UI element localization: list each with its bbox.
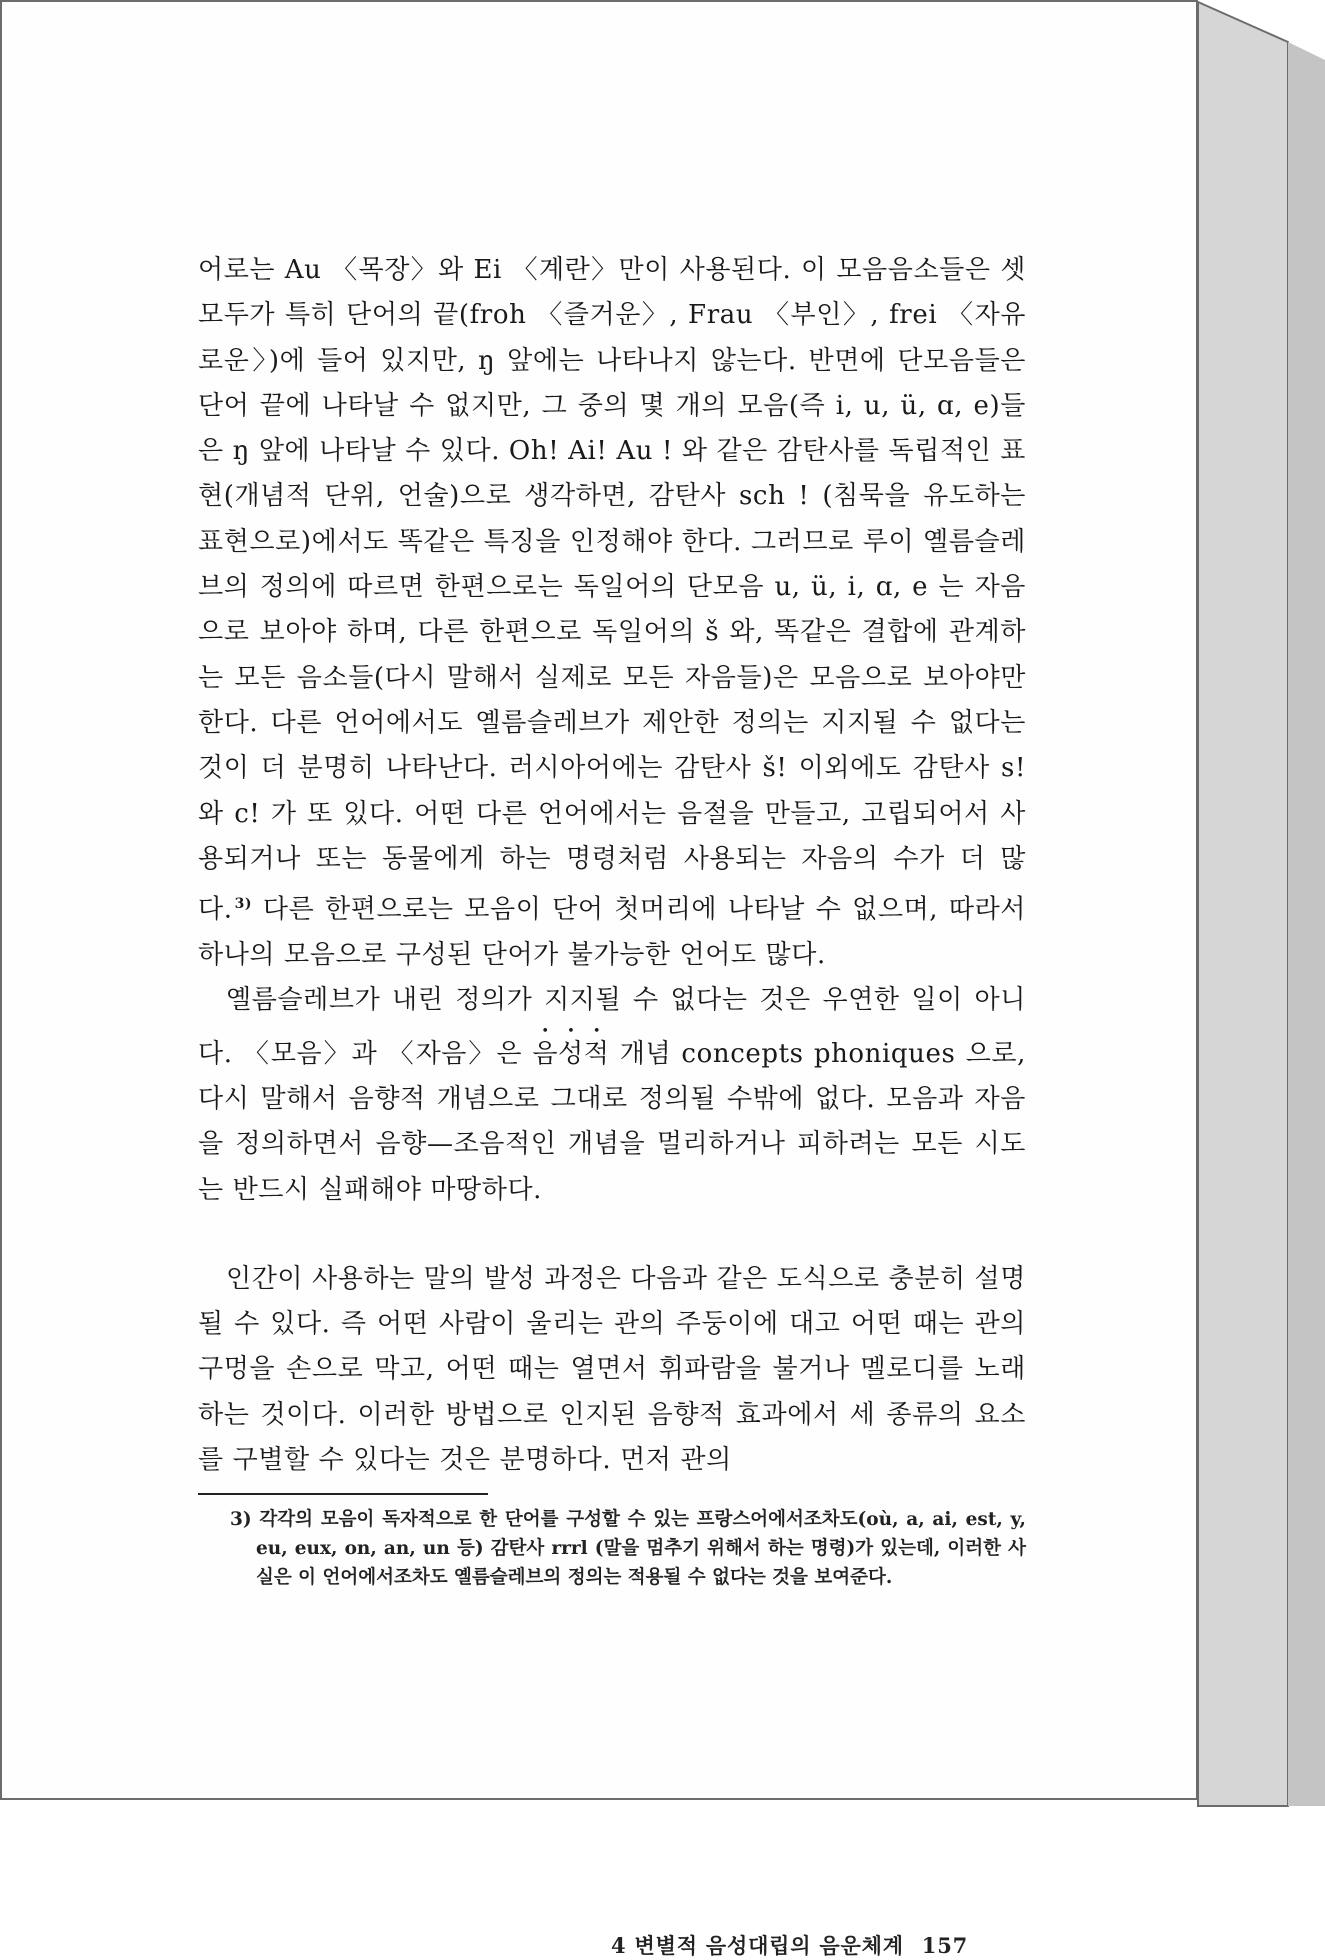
footnote-marker: 3) <box>230 1509 252 1531</box>
body-paragraph-2-start: 옐름슬레브가 내린 정의가 지지될 수 없다는 것은 우연한 일이 아니다. 〈모음〉과 〈자음〉은 <box>198 985 1026 1069</box>
body-paragraph-3: 인간이 사용하는 말의 발성 과정은 다음과 같은 도식으로 충분히 설명될 수 있다. 즉 어떤 사람이 울리는 관의 주둥이에 대고 어떤 때는 관의 구멍을 손으로 막고, 어떤 때는 열면서 휘파람을 불거나 멜로디를 노래하는 것이다. 이러한 방법으로 인지된 음향적 효과에서 세 종류의 요소를 구별할 수 있다는 것은 분명하다. 먼저 관의 <box>198 1263 1026 1476</box>
footnote-text: 각각의 모음이 독자적으로 한 단어를 구성할 수 있는 프랑스어에서조차도(où, a, ai, est, y, eu, eux, on, an, un 등) 감탄사 rrrl (말을 멈추기 위해서 하는 명령)가 있는데, 이러한 사실은 이 언어에서조차도 옐름슬레브의 정의는 적용될 수 없다는 것을 보여준다. <box>256 1509 1026 1589</box>
chapter-title: 4 변별적 음성대립의 음운체계 <box>611 1933 904 1958</box>
book-side-edge <box>1198 2 1288 1806</box>
body-paragraph-1-end: 다른 한편으로는 모음이 단어 첫머리에 나타날 수 없으며, 따라서 하나의 모음으로 구성된 단어가 불가능한 언어도 많다. <box>198 894 1026 971</box>
body-paragraph-2-rest: 개념 concepts phoniques 으로, 다시 말해서 음향적 개념으로 그대로 정의될 수밖에 없다. 모음과 자음을 정의하면서 음향—조음적인 개념을 멀리하거나 피하려는 모든 시도는 반드시 실패해야 마땅하다. <box>198 1038 1026 1205</box>
book-side-shadow <box>1288 42 1325 1806</box>
footnote-reference: 3) <box>234 896 253 913</box>
running-footer <box>611 1930 968 1960</box>
body-paragraph-1-text: 어로는 Au 〈목장〉와 Ei 〈계란〉만이 사용된다. 이 모음음소들은 셋 모두가 특히 단어의 끝(froh 〈즐거운〉, Frau 〈부인〉, frei 〈자유로운〉)에 들어 있지만, ŋ 앞에는 나타나지 않는다. 반면에 단모음들은 단어 끝에 나타날 수 없지만, 그 중의 몇 개의 모음(즉 i, u, ü, ɑ, e)들은 ŋ 앞에 나타날 수 있다. Oh! Ai! Au ! 와 같은 감탄사를 독립적인 표현(개념적 단위, 언술)으로 생각하면, 감탄사 sch ! (침묵을 유도하는 표현으로)에서도 똑같은 특징을 인정해야 한다. 그러므로 루이 옐름슬레브의 정의에 따르면 한편으로는 독일어의 단모음 u, ü, i, ɑ, e 는 자음으로 보아야 하며, 다른 한편으로 독일어의 š 와, 똑같은 결합에 관계하는 모든 음소들(다시 말해서 실제로 모든 자음들)은 모음으로 보아야만 한다. 다른 언어에서도 옐름슬레브가 제안한 정의는 지지될 수 없다는 것이 더 분명히 나타난다. 러시아어에는 감탄사 š! 이외에도 감탄사 s! 와 c! 가 또 있다. 어떤 다른 언어에서는 음절을 만들고, 고립되어서 사용되거나 또는 동물에게 하는 명령처럼 사용되는 자음의 수가 더 많다. <box>198 255 1026 925</box>
page-number: 157 <box>921 1933 969 1958</box>
emphasized-term: 음성적 <box>532 1038 610 1069</box>
